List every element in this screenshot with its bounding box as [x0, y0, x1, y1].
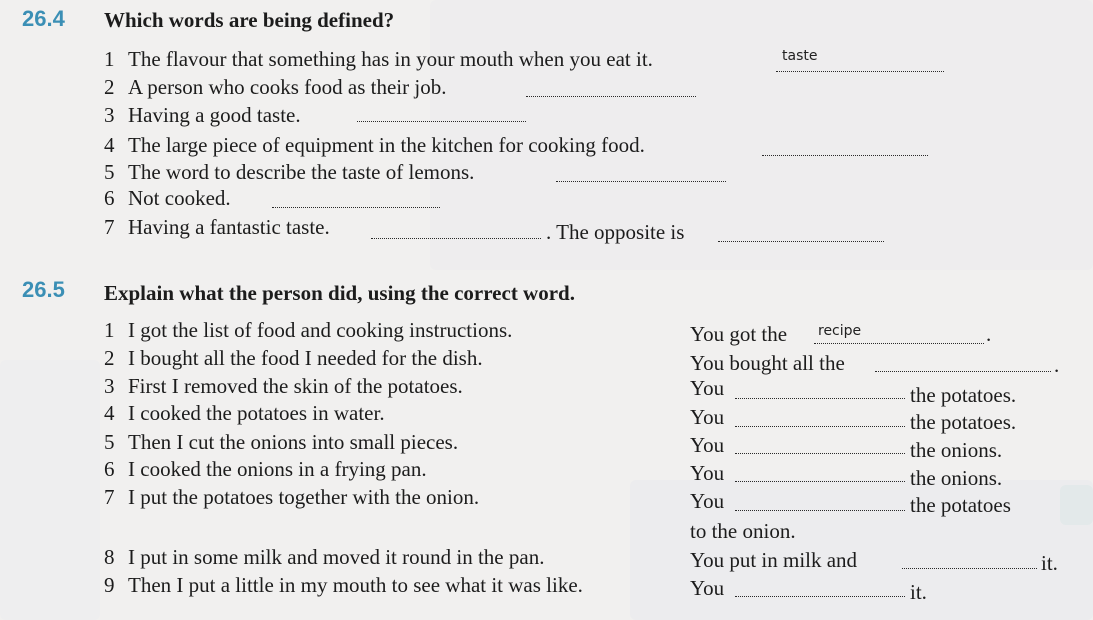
item-text: The flavour that something has in your mouth when you eat it.: [128, 47, 653, 71]
answer-suffix: the onions.: [910, 466, 1003, 490]
answer-prompt: You: [690, 376, 725, 400]
answer-blank[interactable]: [371, 238, 541, 239]
answer-prompt: You: [690, 489, 725, 513]
item-text: I got the list of food and cooking instructions.: [128, 318, 513, 342]
answer-prompt: You: [690, 461, 725, 485]
item-number: 3: [104, 374, 115, 398]
answer-prompt: You: [690, 576, 725, 600]
item-text: I put the potatoes together with the onion.: [128, 485, 480, 509]
answer-prompt: You got the: [690, 322, 788, 346]
answer-suffix: it.: [910, 580, 927, 604]
item-number: 6: [104, 186, 115, 210]
item-text: Not cooked.: [128, 186, 231, 210]
answer-prompt: You bought all the: [690, 351, 845, 375]
answer-blank[interactable]: [902, 568, 1037, 569]
answer-blank[interactable]: [735, 426, 905, 427]
item-number: 7: [104, 485, 115, 509]
item-text: I cooked the onions in a frying pan.: [128, 457, 427, 481]
answer-blank[interactable]: [718, 241, 884, 242]
answer-blank[interactable]: [762, 155, 928, 156]
item-number: 1: [104, 318, 115, 342]
handwritten-answer: recipe: [818, 323, 862, 339]
exercise-instruction: Which words are being defined?: [104, 8, 395, 32]
answer-blank[interactable]: [735, 453, 905, 454]
item-number: 8: [104, 545, 115, 569]
item-number: 2: [104, 346, 115, 370]
item-number: 7: [104, 215, 115, 239]
item-number: 4: [104, 401, 115, 425]
item-text: The large piece of equipment in the kitchen for cooking food.: [128, 133, 645, 157]
item-number: 5: [104, 160, 115, 184]
answer-suffix: .: [1054, 353, 1060, 377]
item-number: 4: [104, 133, 115, 157]
item-text: Then I put a little in my mouth to see what it was like.: [128, 573, 583, 597]
answer-blank[interactable]: [735, 510, 905, 511]
item-number: 1: [104, 47, 115, 71]
answer-prompt: You put in milk and: [690, 548, 858, 572]
answer-prompt: You: [690, 405, 725, 429]
handwritten-answer: taste: [782, 48, 818, 64]
item-text: I cooked the potatoes in water.: [128, 401, 385, 425]
answer-blank[interactable]: [357, 121, 526, 122]
item-text: The word to describe the taste of lemons.: [128, 160, 475, 184]
item-number: 6: [104, 457, 115, 481]
answer-suffix: the potatoes: [910, 493, 1011, 517]
answer-suffix: the onions.: [910, 438, 1003, 462]
answer-suffix: the potatoes.: [910, 410, 1017, 434]
answer-blank[interactable]: [556, 181, 726, 182]
item-continuation: . The opposite is: [546, 220, 685, 244]
item-number: 9: [104, 573, 115, 597]
answer-blank[interactable]: [875, 371, 1051, 372]
answer-blank[interactable]: [526, 96, 696, 97]
exercise-number: 26.4: [22, 6, 65, 31]
exercise-instruction: Explain what the person did, using the correct word.: [104, 281, 575, 305]
item-number: 5: [104, 430, 115, 454]
answer-suffix: .: [986, 322, 992, 346]
exercise-number: 26.5: [22, 277, 65, 302]
answer-blank[interactable]: [735, 596, 905, 597]
answer-suffix: it.: [1041, 551, 1058, 575]
item-text: I put in some milk and moved it round in the pan.: [128, 545, 545, 569]
answer-suffix: the potatoes.: [910, 383, 1017, 407]
item-text: Having a good taste.: [128, 103, 301, 127]
faded-background-number: [0, 360, 100, 620]
item-text: Then I cut the onions into small pieces.: [128, 430, 459, 454]
answer-blank[interactable]: [735, 398, 905, 399]
faded-background-tab: [1060, 485, 1093, 525]
answer-blank[interactable]: [776, 71, 944, 72]
item-number: 3: [104, 103, 115, 127]
item-text: First I removed the skin of the potatoes.: [128, 374, 463, 398]
answer-blank[interactable]: [814, 343, 984, 344]
item-text: Having a fantastic taste.: [128, 215, 330, 239]
item-text: A person who cooks food as their job.: [128, 75, 447, 99]
answer-continuation: to the onion.: [690, 519, 796, 543]
answer-blank[interactable]: [272, 207, 440, 208]
item-text: I bought all the food I needed for the dish.: [128, 346, 483, 370]
item-number: 2: [104, 75, 115, 99]
answer-prompt: You: [690, 433, 725, 457]
answer-blank[interactable]: [735, 481, 905, 482]
